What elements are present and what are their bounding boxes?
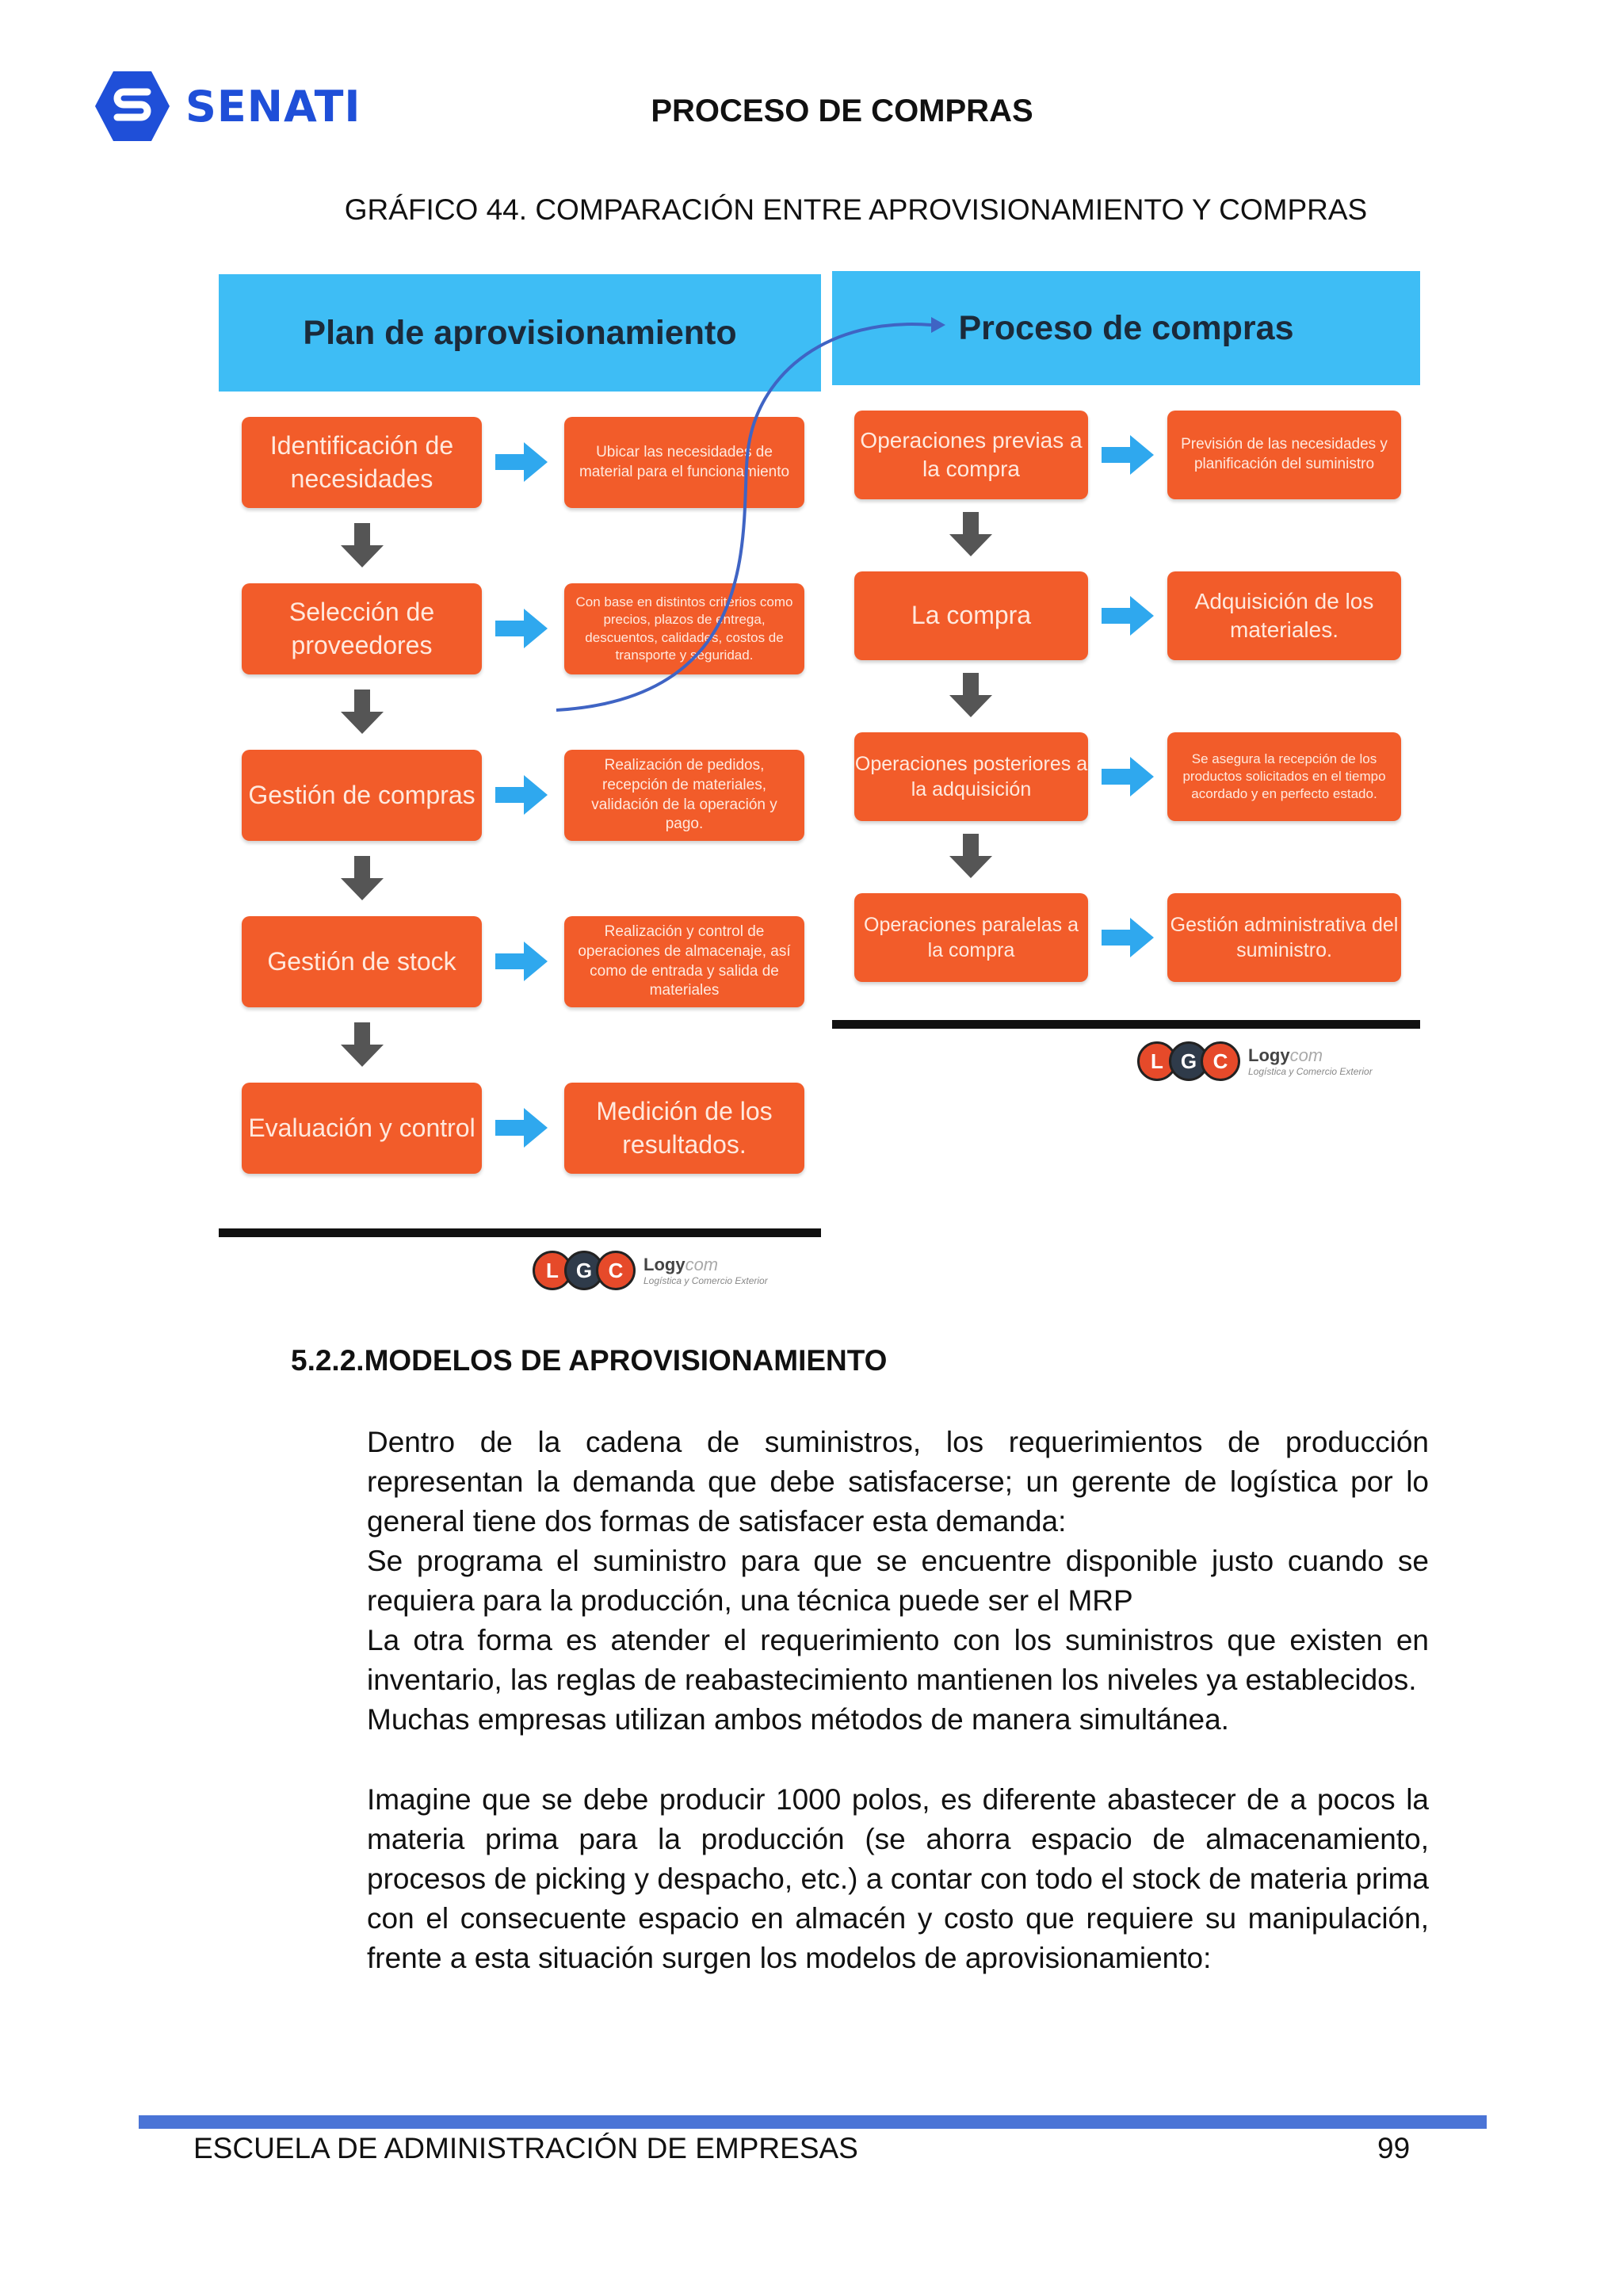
left-step-name: Evaluación y control bbox=[242, 1083, 482, 1174]
right-step-desc: Gestión administrativa del suministro. bbox=[1167, 893, 1401, 982]
paragraph-line: Muchas empresas utilizan ambos métodos de manera simultánea. bbox=[367, 1703, 1229, 1736]
right-step-desc: Previsión de las necesidades y planificación del suministro bbox=[1167, 411, 1401, 499]
left-step-name: Gestión de stock bbox=[242, 916, 482, 1007]
paragraph-2 bbox=[367, 1780, 1429, 1978]
right-panel-title: Proceso de compras bbox=[832, 271, 1420, 385]
left-step-desc: Con base en distintos criterios como precios, plazos de entrega, descuentos, calidades, costos de transporte y seguridad. bbox=[564, 583, 804, 674]
paragraph-line: La otra forma es atender el requerimiento con los suministros que existen en inventario, las reglas de reabastecimiento mantienen los niveles ya establecidos. bbox=[367, 1624, 1429, 1696]
left-step-desc: Realización y control de operaciones de almacenaje, así como de entrada y salida de materiales bbox=[564, 916, 804, 1007]
brand-accent: com bbox=[1289, 1045, 1323, 1065]
footer-bar bbox=[139, 2115, 1487, 2129]
left-step-desc: Realización de pedidos, recepción de materiales, validación de la operación y pago. bbox=[564, 750, 804, 841]
page-number: 99 bbox=[1377, 2132, 1411, 2164]
left-step-name: Selección de proveedores bbox=[242, 583, 482, 674]
lgc-letter: C bbox=[1201, 1041, 1240, 1081]
left-step-desc: Ubicar las necesidades de material para el funcionamiento bbox=[564, 417, 804, 508]
lgc-letter: L bbox=[1137, 1041, 1177, 1081]
section-title: 5.2.2.MODELOS DE APROVISIONAMIENTO bbox=[291, 1344, 888, 1377]
brand-main: Logy bbox=[1248, 1045, 1290, 1065]
right-step-name: Operaciones previas a la compra bbox=[854, 411, 1088, 499]
logo-text: SENATI bbox=[185, 81, 361, 132]
paragraph-line: Imagine que se debe producir 1000 polos, es diferente abastecer de a pocos la materia prima para la producción (se ahorra espacio de almacenamiento, procesos de picking y despacho, etc.) a contar con todo el stock de materia prima con el consecuente espacio en almacén y costo que requiere su manipulación, frente a esta situación surgen los modelos de aprovisionamiento: bbox=[367, 1783, 1429, 1974]
right-step-name: La compra bbox=[854, 571, 1088, 660]
paragraph-line: Dentro de la cadena de suministros, los requerimientos de producción representan la demanda que debe satisfacerse; un gerente de logística por lo general tiene dos formas de satisfacer esta demanda: bbox=[367, 1426, 1429, 1538]
brand-tagline: Logística y Comercio Exterior bbox=[643, 1274, 768, 1286]
lgc-letter: C bbox=[596, 1251, 636, 1290]
right-step-name: Operaciones paralelas a la compra bbox=[854, 893, 1088, 982]
lgc-letter: G bbox=[564, 1251, 604, 1290]
brand-main: Logy bbox=[643, 1254, 685, 1274]
left-step-desc: Medición de los resultados. bbox=[564, 1083, 804, 1174]
right-step-desc: Adquisición de los materiales. bbox=[1167, 571, 1401, 660]
left-step-name: Identificación de necesidades bbox=[242, 417, 482, 508]
figure-caption: GRÁFICO 44. COMPARACIÓN ENTRE APROVISIONAMIENTO Y COMPRAS bbox=[344, 193, 1368, 226]
paragraph-1 bbox=[367, 1423, 1429, 1740]
right-step-desc: Se asegura la recepción de los productos solicitados en el tiempo acordado y en perfecto estado. bbox=[1167, 732, 1401, 821]
footer-school: ESCUELA DE ADMINISTRACIÓN DE EMPRESAS bbox=[193, 2132, 858, 2164]
paragraph-line: Se programa el suministro para que se encuentre disponible justo cuando se requiera para la producción, una técnica puede ser el MRP bbox=[367, 1545, 1429, 1617]
page-title: PROCESO DE COMPRAS bbox=[651, 94, 1033, 128]
left-panel-title: Plan de aprovisionamiento bbox=[219, 274, 821, 392]
brand-tagline: Logística y Comercio Exterior bbox=[1248, 1065, 1373, 1077]
left-step-name: Gestión de compras bbox=[242, 750, 482, 841]
right-step-name: Operaciones posteriores a la adquisición bbox=[854, 732, 1088, 821]
brand-accent: com bbox=[685, 1254, 719, 1274]
lgc-letter: G bbox=[1169, 1041, 1209, 1081]
lgc-letter: L bbox=[533, 1251, 572, 1290]
